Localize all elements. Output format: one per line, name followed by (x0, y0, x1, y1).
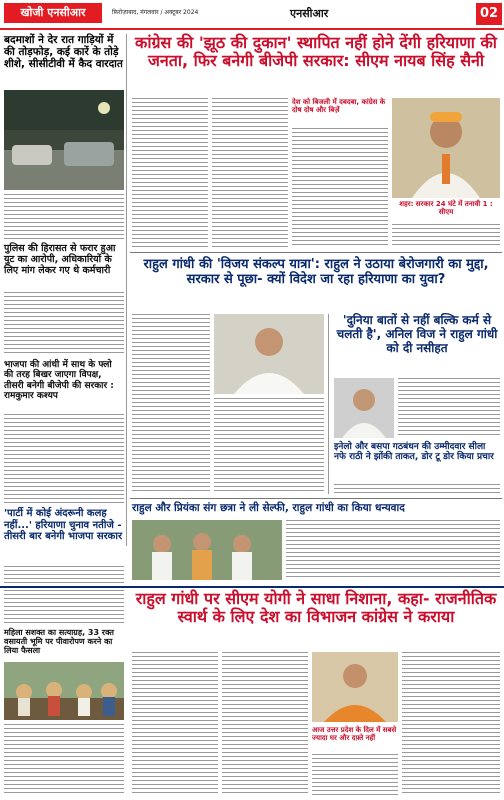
masthead-rule (0, 28, 504, 30)
yogi-illustration (312, 652, 398, 722)
plantation-photo (4, 662, 124, 720)
lead-body-col2 (212, 98, 288, 248)
lead-subhead: देश को बिजली में दबदबा, कांग्रेस के दोष दोष और बिज़ें (292, 98, 386, 115)
left-story4-body (4, 566, 124, 624)
bottom-body-col3 (312, 754, 398, 796)
left-story2-body (4, 292, 124, 356)
second-headline: राहुल गांधी की 'विजय संकल्प यात्रा': राहुल ने उठाया बेरोजगारी का मुद्दा, सरकार से पूछा- क्यों विदेश जा रहा हरियाणा का युवा? (143, 257, 489, 287)
plantation-illustration (4, 662, 124, 720)
cm-portrait-illustration (392, 98, 500, 198)
small-story-body (334, 484, 500, 494)
anil-vij-illustration (334, 378, 394, 438)
left-story3-body (4, 414, 124, 504)
rahul-illustration (214, 314, 324, 394)
night-street-photo (4, 90, 124, 190)
column-divider (126, 34, 127, 546)
bottom-body-col4 (402, 652, 500, 796)
sidebar-headline: 'दुनिया बातों से नहीं बल्कि कर्म से चलती है', अनिल विज ने राहुल गांधी को दी नसीहत (336, 313, 498, 355)
lead-photo-caption: शहर: सरकार 24 घंटे में तनावी 1 : सीएम (399, 200, 493, 217)
anil-vij-photo (334, 378, 394, 438)
night-street-illustration (4, 90, 124, 190)
bottom-headline: राहुल गांधी पर सीएम योगी ने साधा निशाना, कहा- राजनीतिक स्वार्थ के लिए देश का विभाजन कांग्रेस ने कराया (135, 589, 497, 627)
left-story5-headline: महिला सशक्त का सत्याग्रह, 33 रक्त वसायती भूमि पर पीवारोपण करने का लिया फैसला (4, 628, 114, 656)
bottom-body-col2 (222, 652, 308, 796)
small-headline: इनेलो और बसपा गठबंधन की उम्मीदवार सीला नफे राठी ने झोंकी ताकत, डोर टू डोर किया प्रचार (334, 442, 494, 463)
second-body-col2 (214, 398, 324, 494)
sidebar-body (398, 378, 500, 438)
dateline: फ़िरोज़ाबाद, मंगलवार / अक्टूबर 2024 (112, 9, 199, 16)
left-story3-headline: भाजपा की आंधी में साथ के फ्लो की तरह बिखर जाएगा विपक्ष, तीसरी बनेगी बीजेपी की सरकार : रामकुमार कश्यप (4, 360, 114, 402)
left-story5-body (4, 724, 124, 796)
section-divider (130, 498, 502, 499)
third-body (286, 520, 500, 580)
sidebar-divider (328, 314, 329, 494)
selfie-photo (132, 520, 282, 580)
page-number: 02 (476, 3, 502, 25)
newspaper-brand: खोजी एनसीआर (4, 3, 102, 23)
section-divider (130, 252, 502, 253)
lead-body-col1 (132, 98, 208, 248)
left-story1-headline: बदमाशों ने देर रात गाड़ियों में की तोड़फोड़, कई कारें के तोड़े शीशे, सीसीटीवी में कैद वारदात (4, 34, 123, 71)
rahul-photo (214, 314, 324, 394)
left-story1-body (4, 194, 124, 240)
cm-portrait-photo (392, 98, 500, 198)
selfie-illustration (132, 520, 282, 580)
third-headline: राहुल और प्रियंका संग छत्रा ने ली सेल्फी, राहुल गांधी का किया धन्यवाद (132, 502, 405, 514)
lead-body-col4 (392, 224, 500, 248)
bottom-kicker: आज उत्तर प्रदेश के दिल में सबसे ज्यादा घर और दफ़्ते नहीं (312, 726, 397, 743)
second-body-col1 (132, 314, 210, 494)
yogi-photo (312, 652, 398, 722)
bottom-divider (0, 586, 504, 588)
bottom-body-col1 (132, 652, 218, 796)
lead-body-col3 (292, 128, 388, 248)
left-story4-headline: 'पार्टी में कोई अंदरूनी कलह नहीं...' हरियाणा चुनाव नतीजे - तीसरी बार बनेगी भाजपा सरकार (4, 508, 123, 542)
lead-headline: कांग्रेस की 'झूठ की दुकान' स्थापित नहीं होने देंगी हरियाणा की जनता, फिर बनेगी बीजेपी सरकार: सीएम नायब सिंह सैनी (135, 33, 497, 71)
section-name: एनसीआर (290, 7, 329, 20)
left-story2-headline: पुलिस की हिरासत से फरार हुआ युट का आरोपी, अधिकारियों के लिए मांग लेकर गए थे कर्मचारी (4, 243, 116, 276)
